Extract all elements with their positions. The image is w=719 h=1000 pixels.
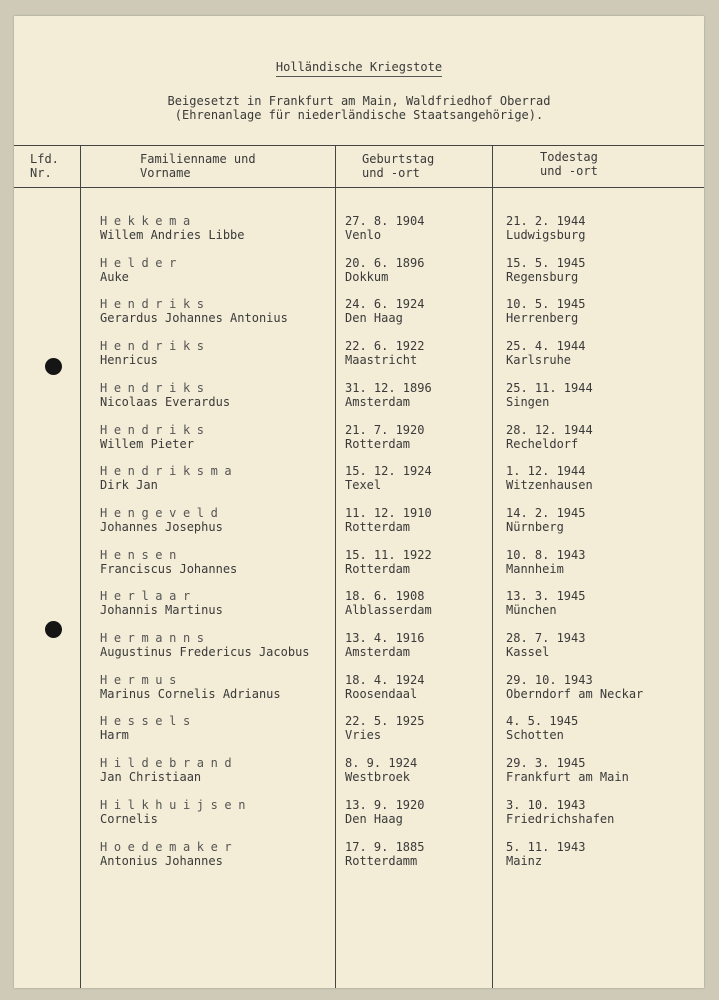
death-date: 21. 2. 1944 — [506, 214, 586, 228]
surname: Hessels — [100, 714, 197, 729]
entry-row — [14, 548, 704, 590]
death-date: 29. 10. 1943 — [506, 672, 593, 687]
death-date: 28. 7. 1943 — [506, 631, 586, 645]
entry-row — [14, 673, 704, 715]
entry-row — [14, 256, 704, 298]
header-death: Todestag und -ort — [540, 150, 598, 178]
surname: Hildebrand — [100, 756, 239, 771]
birth-place: Dokkum — [345, 269, 389, 284]
birth-place: Maastricht — [345, 353, 418, 368]
birth-place: Venlo — [345, 228, 382, 242]
birth-date: 22. 6. 1922 — [345, 339, 425, 354]
death-date: 14. 2. 1945 — [506, 505, 586, 520]
surname: Hekkema — [100, 214, 197, 228]
death-date: 15. 5. 1945 — [506, 255, 586, 270]
death-date: 1. 12. 1944 — [506, 464, 586, 479]
birth-place: Den Haag — [345, 811, 403, 826]
entry-row — [14, 297, 704, 339]
header-birth: Geburtstag und -ort — [362, 152, 435, 180]
death-place: Mainz — [506, 853, 543, 868]
birth-date: 8. 9. 1924 — [345, 756, 418, 771]
surname: Hendriks — [100, 422, 211, 437]
birth-place: Vries — [345, 728, 382, 743]
death-date: 5. 11. 1943 — [506, 839, 586, 854]
death-date: 10. 8. 1943 — [506, 547, 586, 562]
given-name: Dirk Jan — [100, 478, 158, 493]
birth-date: 22. 5. 1925 — [345, 714, 425, 729]
birth-place: Amsterdam — [345, 645, 411, 659]
surname: Hensen — [100, 547, 183, 562]
birth-date: 11. 12. 1910 — [345, 505, 432, 520]
death-place: Regensburg — [506, 269, 579, 284]
death-date: 25. 11. 1944 — [506, 380, 593, 395]
birth-date: 24. 6. 1924 — [345, 297, 425, 312]
death-date: 3. 10. 1943 — [506, 797, 586, 812]
death-place: Kassel — [506, 645, 550, 659]
surname: Helder — [100, 255, 183, 270]
death-place: Singen — [506, 394, 550, 409]
birth-place: Rotterdamm — [345, 853, 418, 868]
birth-date: 18. 4. 1924 — [345, 672, 425, 687]
entry-row — [14, 631, 704, 673]
entry-row — [14, 423, 704, 465]
document-title: Holländische Kriegstote — [14, 60, 704, 74]
death-place: Friedrichshafen — [506, 811, 615, 826]
given-name: Harm — [100, 728, 129, 743]
given-name: Johannes Josephus — [100, 519, 223, 534]
given-name: Cornelis — [100, 811, 158, 826]
header-name: Familienname und Vorname — [140, 152, 256, 180]
birth-date: 13. 4. 1916 — [345, 631, 425, 645]
birth-place: Den Haag — [345, 311, 403, 326]
entry-row — [14, 381, 704, 423]
birth-place: Amsterdam — [345, 394, 411, 409]
death-date: 28. 12. 1944 — [506, 422, 593, 437]
entry-row — [14, 714, 704, 756]
punch-hole — [45, 621, 62, 638]
surname: Hoedemaker — [100, 839, 239, 854]
birth-date: 15. 12. 1924 — [345, 464, 432, 479]
entry-row — [14, 339, 704, 381]
surname: Hermanns — [100, 631, 211, 645]
given-name: Augustinus Fredericus Jacobus — [100, 645, 310, 659]
given-name: Willem Pieter — [100, 436, 194, 451]
document-subtitle: Beigesetzt in Frankfurt am Main, Waldfriedhof Oberrad (Ehrenanlage für niederländische Staatsangehörige). — [167, 94, 551, 122]
header-lfd-nr: Lfd. Nr. — [30, 152, 59, 180]
given-name: Franciscus Johannes — [100, 561, 238, 576]
given-name: Nicolaas Everardus — [100, 394, 231, 409]
surname: Hermus — [100, 672, 183, 687]
death-place: Recheldorf — [506, 436, 579, 451]
death-place: Ludwigsburg — [506, 228, 586, 242]
death-date: 25. 4. 1944 — [506, 339, 586, 354]
surname: Hilkhuijsen — [100, 797, 253, 812]
given-name: Gerardus Johannes Antonius — [100, 311, 288, 326]
given-name: Antonius Johannes — [100, 853, 223, 868]
given-name: Jan Christiaan — [100, 770, 202, 785]
entry-row — [14, 589, 704, 631]
birth-place: Westbroek — [345, 770, 411, 785]
birth-date: 17. 9. 1885 — [345, 839, 425, 854]
death-place: Mannheim — [506, 561, 564, 576]
birth-place: Roosendaal — [345, 686, 418, 701]
death-place: Karlsruhe — [506, 353, 572, 368]
birth-place: Rotterdam — [345, 519, 411, 534]
document-page — [14, 16, 704, 988]
death-place: Schotten — [506, 728, 564, 743]
death-date: 4. 5. 1945 — [506, 714, 579, 729]
birth-date: 20. 6. 1896 — [345, 255, 425, 270]
entry-row — [14, 214, 704, 256]
surname: Hendriks — [100, 380, 211, 395]
birth-place: Rotterdam — [345, 436, 411, 451]
birth-date: 15. 11. 1922 — [345, 547, 432, 562]
punch-hole — [45, 358, 62, 375]
table-top-rule — [14, 145, 704, 146]
given-name: Willem Andries Libbe — [100, 228, 245, 242]
birth-place: Texel — [345, 478, 382, 493]
birth-date: 27. 8. 1904 — [345, 214, 425, 228]
given-name: Auke — [100, 269, 129, 284]
given-name: Marinus Cornelis Adrianus — [100, 686, 281, 701]
surname: Hendriks — [100, 297, 211, 312]
entry-row — [14, 840, 704, 882]
death-place: Herrenberg — [506, 311, 579, 326]
given-name: Henricus — [100, 353, 158, 368]
surname: Herlaar — [100, 589, 197, 604]
death-place: München — [506, 603, 557, 618]
death-date: 10. 5. 1945 — [506, 297, 586, 312]
surname: Hengeveld — [100, 505, 225, 520]
birth-place: Alblasserdam — [345, 603, 432, 618]
entry-row — [14, 756, 704, 798]
surname: Hendriks — [100, 339, 211, 354]
birth-date: 21. 7. 1920 — [345, 422, 425, 437]
entry-row — [14, 798, 704, 840]
birth-place: Rotterdam — [345, 561, 411, 576]
entry-row — [14, 506, 704, 548]
entry-row — [14, 464, 704, 506]
death-place: Nürnberg — [506, 519, 564, 534]
given-name: Johannis Martinus — [100, 603, 223, 618]
death-place: Witzenhausen — [506, 478, 593, 493]
birth-date: 31. 12. 1896 — [345, 380, 432, 395]
surname: Hendriksma — [100, 464, 239, 479]
death-place: Oberndorf am Neckar — [506, 686, 644, 701]
death-date: 13. 3. 1945 — [506, 589, 586, 604]
death-place: Frankfurt am Main — [506, 770, 629, 785]
birth-date: 18. 6. 1908 — [345, 589, 425, 604]
birth-date: 13. 9. 1920 — [345, 797, 425, 812]
header-bottom-rule — [14, 187, 704, 188]
death-date: 29. 3. 1945 — [506, 756, 586, 771]
